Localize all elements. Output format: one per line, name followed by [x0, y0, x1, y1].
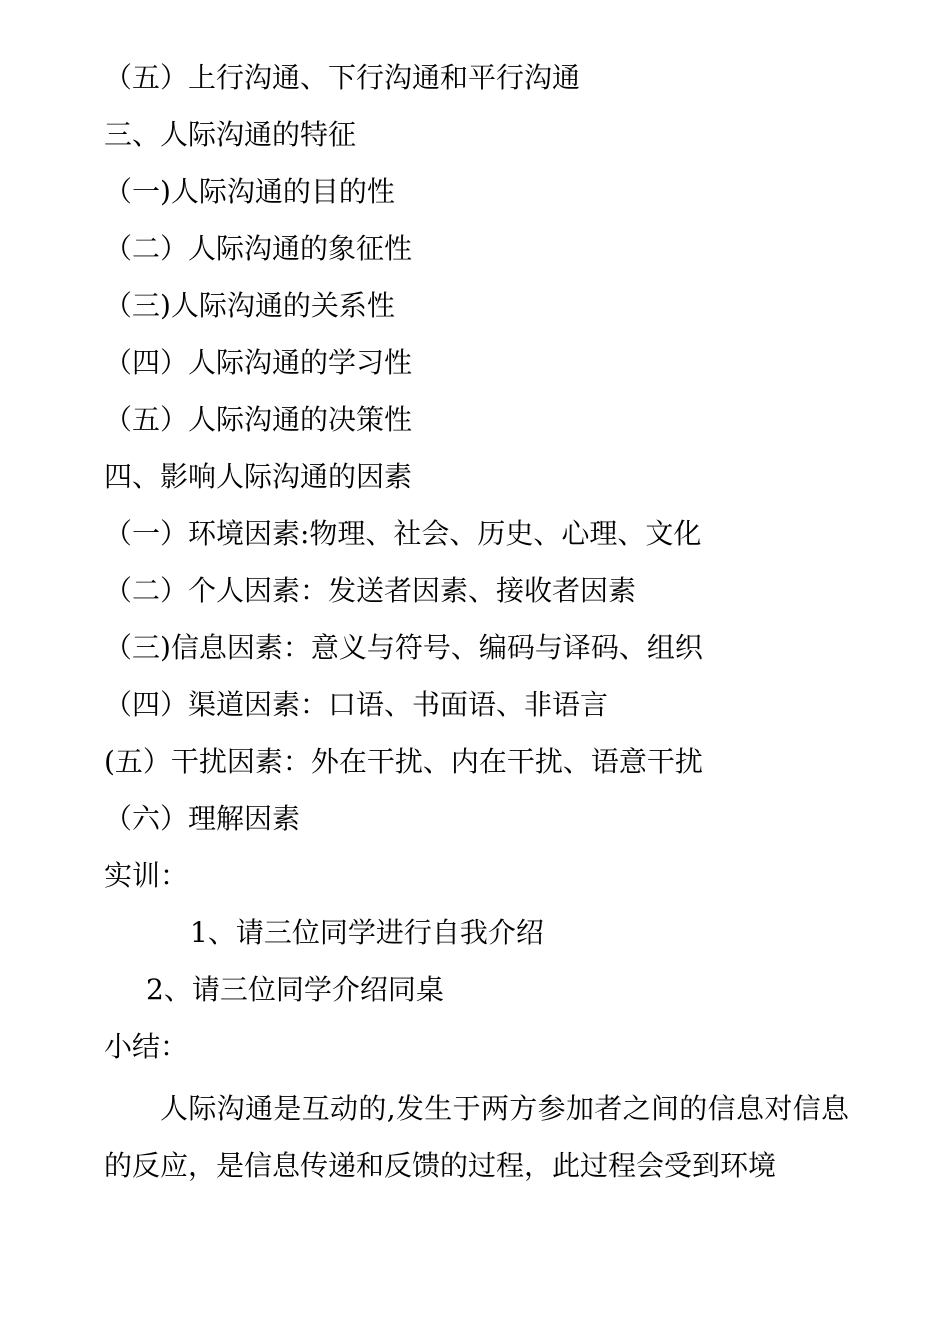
list-item-learning: （四）人际沟通的学习性: [104, 346, 413, 379]
list-item-relationship: （三)人际沟通的关系性: [104, 289, 395, 322]
list-item-personal-factors: （二）个人因素：发送者因素、接收者因素: [104, 574, 637, 607]
list-item-information-factors: （三)信息因素：意义与符号、编码与译码、组织: [104, 631, 703, 664]
section-heading-characteristics: 三、人际沟通的特征: [104, 118, 357, 151]
practice-heading: 实训：: [104, 859, 189, 892]
section-heading-factors: 四、影响人际沟通的因素: [104, 460, 413, 493]
list-item-environment-factors: （一）环境因素:物理、社会、历史、心理、文化: [104, 517, 702, 550]
heading-upward-downward-parallel-communication: （五）上行沟通、下行沟通和平行沟通: [104, 61, 581, 94]
list-item-decision: （五）人际沟通的决策性: [104, 403, 413, 436]
list-item-interference-factors: (五）干扰因素：外在干扰、内在干扰、语意干扰: [104, 745, 703, 778]
practice-item-2: 2、请三位同学介绍同桌: [146, 973, 444, 1006]
list-item-symbolism: （二）人际沟通的象征性: [104, 232, 413, 265]
list-item-purposefulness: （一)人际沟通的目的性: [104, 175, 395, 208]
summary-heading: 小结：: [104, 1030, 189, 1063]
list-item-channel-factors: （四）渠道因素：口语、书面语、非语言: [104, 688, 609, 721]
practice-item-1: 1、请三位同学进行自我介绍: [190, 916, 544, 949]
summary-paragraph: 人际沟通是互动的,发生于两方参加者之间的信息对信息的反应，是信息传递和反馈的过程，此过程会受到环境: [104, 1092, 849, 1182]
list-item-understanding-factors: （六）理解因素: [104, 802, 301, 835]
